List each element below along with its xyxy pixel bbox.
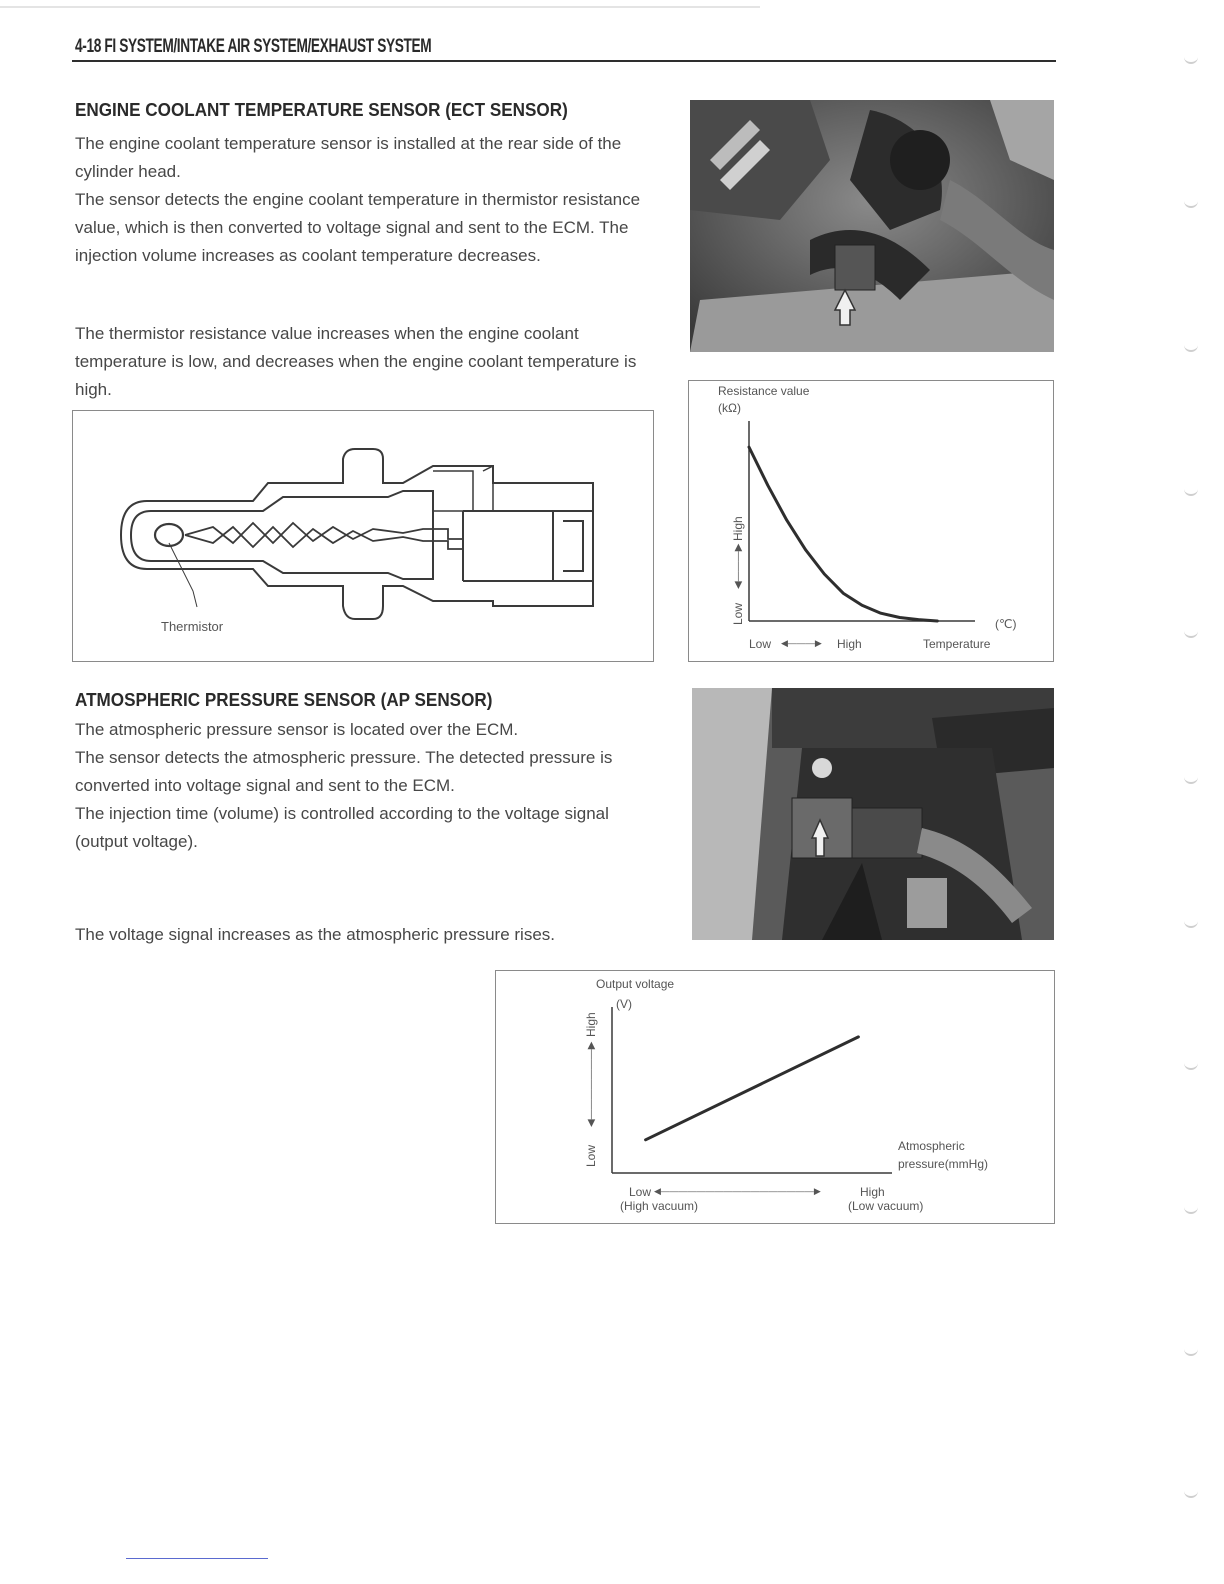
ap-text-block xyxy=(75,716,657,856)
voltage-chart-y-low: Low xyxy=(584,1144,598,1167)
ect-sensor-diagram-box xyxy=(72,410,654,662)
scan-mark xyxy=(1184,200,1198,208)
scan-mark xyxy=(1184,56,1198,64)
scan-mark xyxy=(1184,920,1198,928)
ect-sensor-diagram xyxy=(73,411,653,661)
ap-paragraph-4: The voltage signal increases as the atmospheric pressure rises. xyxy=(75,925,556,944)
ect-paragraph-3: The thermistor resistance value increases when the engine coolant temperature is low, and decreases when the engine coolant temperature is high. xyxy=(75,324,637,399)
ect-sensor-photo xyxy=(690,100,1054,352)
ect-section-title: ENGINE COOLANT TEMPERATURE SENSOR (ECT SENSOR) xyxy=(75,100,568,120)
scan-mark xyxy=(1184,1206,1198,1214)
voltage-chart-x-low: Low xyxy=(629,1185,652,1199)
voltage-chart-y-arrow: ◀———————▶ xyxy=(586,1041,597,1127)
ect-text-block-2 xyxy=(75,320,657,404)
ect-photo-art xyxy=(690,100,1054,352)
ap-paragraph-3: The injection time (volume) is controlled according to the voltage signal (output voltage). xyxy=(75,804,609,851)
scan-mark xyxy=(1184,630,1198,638)
ap-text-block-2 xyxy=(75,921,675,949)
scan-mark xyxy=(1184,776,1198,784)
voltage-chart-x-high: High xyxy=(860,1185,885,1199)
resistance-chart-x-arrow: ◀———▶ xyxy=(781,638,822,648)
voltage-chart-xlabel-2: pressure(mmHg) xyxy=(898,1157,989,1171)
resistance-chart-ylabel: Resistance value xyxy=(718,384,810,398)
scan-mark xyxy=(1184,1062,1198,1070)
ect-paragraph-1: The engine coolant temperature sensor is installed at the rear side of the cylinder head. xyxy=(75,134,622,181)
series-line xyxy=(646,1037,859,1140)
voltage-chart-x-arrow: ◀—————————————————▶ xyxy=(654,1186,821,1196)
resistance-chart-x-high: High xyxy=(837,637,862,651)
ap-section-title: ATMOSPHERIC PRESSURE SENSOR (AP SENSOR) xyxy=(75,690,493,710)
voltage-chart-x-high-sub: (Low vacuum) xyxy=(848,1199,924,1213)
ect-text-block xyxy=(75,130,657,270)
resistance-chart-x-low: Low xyxy=(749,637,772,651)
scan-mark xyxy=(1184,1490,1198,1498)
voltage-chart-y-high: High xyxy=(584,1012,598,1037)
scan-mark xyxy=(1184,1348,1198,1356)
voltage-chart-xlabel-1: Atmospheric xyxy=(898,1139,965,1153)
resistance-chart-box xyxy=(688,380,1054,662)
resistance-chart-xunit: (℃) xyxy=(995,617,1017,631)
thermistor-label: Thermistor xyxy=(161,619,224,634)
scan-mark xyxy=(1184,488,1198,496)
top-scan-rule xyxy=(0,6,760,8)
series-line xyxy=(749,447,937,621)
resistance-chart-xlabel: Temperature xyxy=(923,637,991,651)
ap-photo-art xyxy=(692,688,1054,940)
ap-paragraph-2: The sensor detects the atmospheric pressure. The detected pressure is converted into voltage signal and sent to the ECM. xyxy=(75,748,613,795)
scan-mark xyxy=(1184,344,1198,352)
ap-paragraph-1: The atmospheric pressure sensor is located over the ECM. xyxy=(75,720,519,739)
voltage-chart-yunit: (V) xyxy=(616,997,632,1011)
resistance-chart-y-arrow: ◀———▶ xyxy=(733,543,744,589)
voltage-chart-x-low-sub: (High vacuum) xyxy=(620,1199,699,1213)
voltage-chart-ylabel: Output voltage xyxy=(596,977,675,991)
resistance-chart-y-high: High xyxy=(731,516,745,541)
bottom-margin-line xyxy=(126,1558,268,1559)
voltage-chart-box xyxy=(495,970,1055,1224)
resistance-chart-yunit: (kΩ) xyxy=(718,401,741,415)
ect-paragraph-2: The sensor detects the engine coolant temperature in thermistor resistance value, which is then converted to voltage signal and sent to the ECM. The injection volume increases as coolant temperature decreases. xyxy=(75,190,641,265)
resistance-chart-y-low: Low xyxy=(731,602,745,625)
header-rule xyxy=(72,60,1056,62)
ap-sensor-photo xyxy=(692,688,1054,940)
page-header: 4-18 FI SYSTEM/INTAKE AIR SYSTEM/EXHAUST SYSTEM xyxy=(75,36,432,57)
